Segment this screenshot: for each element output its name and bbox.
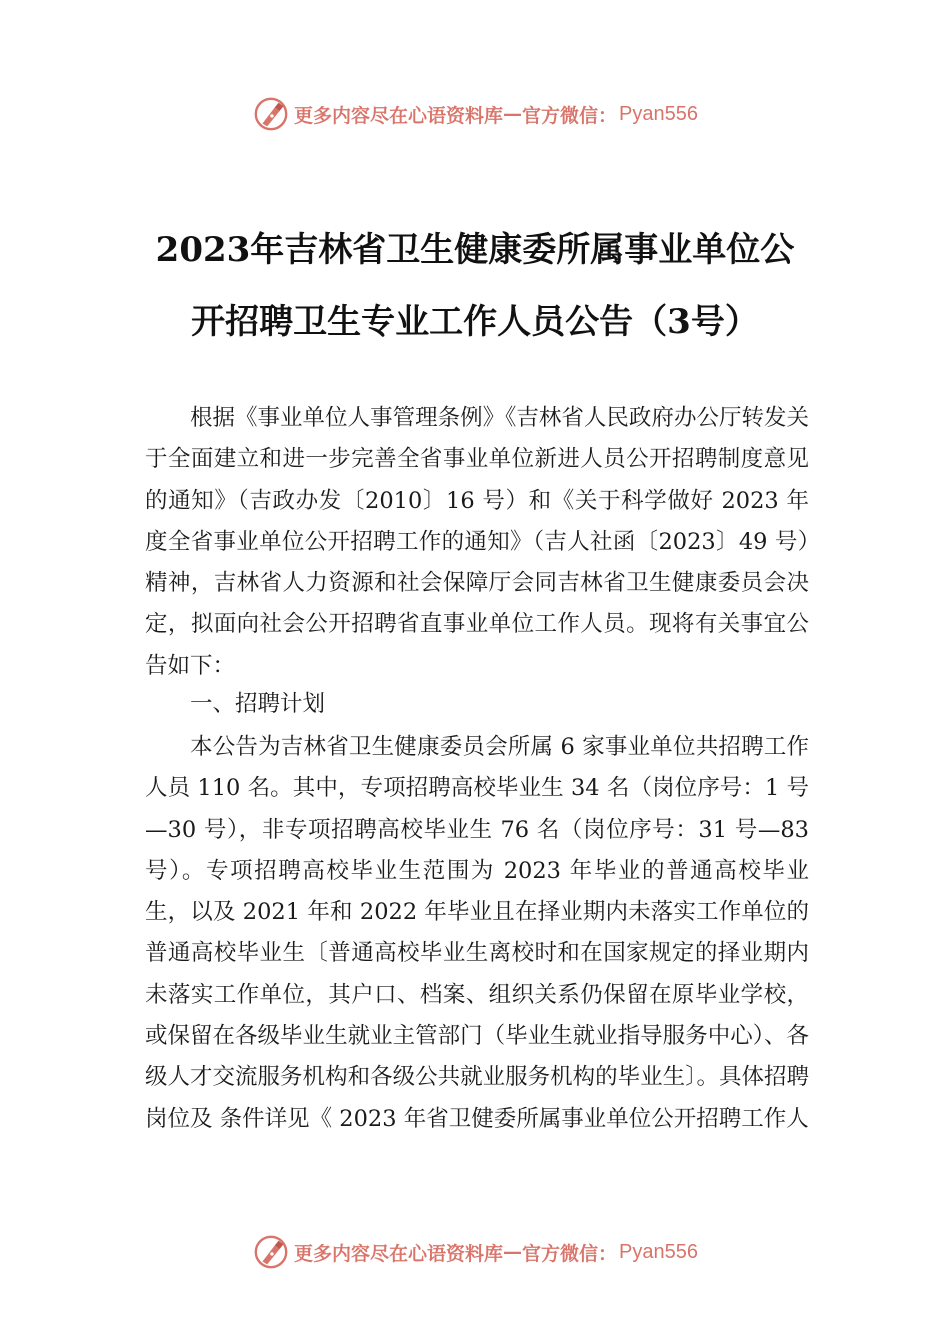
section-heading-text: 一、招聘计划 — [190, 691, 326, 717]
section-heading — [145, 684, 809, 725]
watermark-text: 更多内容尽在心语资料库 — [294, 1242, 504, 1265]
paragraph-intro-text: 根据《事业单位人事管理条例》《吉林省人民政府办公厅转发关于全面建立和进一步完善全省事业单位新进人员公开招聘制度意见的通知》（吉政办发〔2010〕16 号）和《关于科学做好 2023 年度全省事业单位公开招聘工作的通知》（吉人社函〔2023〕49 号）精神，吉林省人力资源和社会保障厅会同吉林省卫生健康委员会决定，拟面向社会公开招聘省直事业单位工作人员。现将有关事宜公告如下： — [145, 405, 809, 679]
header-watermark — [0, 92, 950, 136]
document-title-line2: 开招聘卫生专业工作人员公告（3号） — [191, 302, 759, 342]
footer-watermark — [0, 1230, 950, 1274]
watermark-wechat-label: 官方微信： — [522, 104, 618, 127]
pen-nib-seal-icon — [252, 1233, 290, 1271]
document-title-line1: 2023年吉林省卫生健康委所属事业单位公 — [155, 230, 795, 270]
watermark-wechat-id: Pyan556 — [619, 1240, 698, 1263]
paragraph-plan — [145, 727, 809, 1140]
watermark-separator: — — [503, 103, 523, 125]
paragraph-intro — [145, 398, 809, 687]
watermark-separator: — — [503, 1241, 523, 1263]
watermark-text: 更多内容尽在心语资料库 — [294, 104, 504, 127]
watermark-wechat-label: 官方微信： — [522, 1242, 618, 1265]
paragraph-plan-text: 本公告为吉林省卫生健康委员会所属 6 家事业单位共招聘工作人员 110 名。其中，专项招聘高校毕业生 34 名（岗位序号：1 号—30 号），非专项招聘高校毕业生 76 名（岗位序号：31 号—83 号）。专项招聘高校毕业生范围为 2023 年毕业的普通高校毕业生，以及 2021 年和 2022 年毕业且在择业期内未落实工作单位的普通高校毕业生〔普通高校毕业生离校时和在国家规定的择业期内未落实工作单位，其户口、档案、组织关系仍保留在原毕业学校，或保留在各级毕业生就业主管部门（毕业生就业指导服务中心）、各级人才交流服务机构和各级公共就业服务机构的毕业生〕。具体招聘岗位及 条件详见《 2023 年省卫健委所属事业单位公开招聘工作人 — [145, 734, 809, 1132]
pen-nib-seal-icon — [252, 95, 290, 133]
watermark-wechat-id: Pyan556 — [619, 102, 698, 125]
